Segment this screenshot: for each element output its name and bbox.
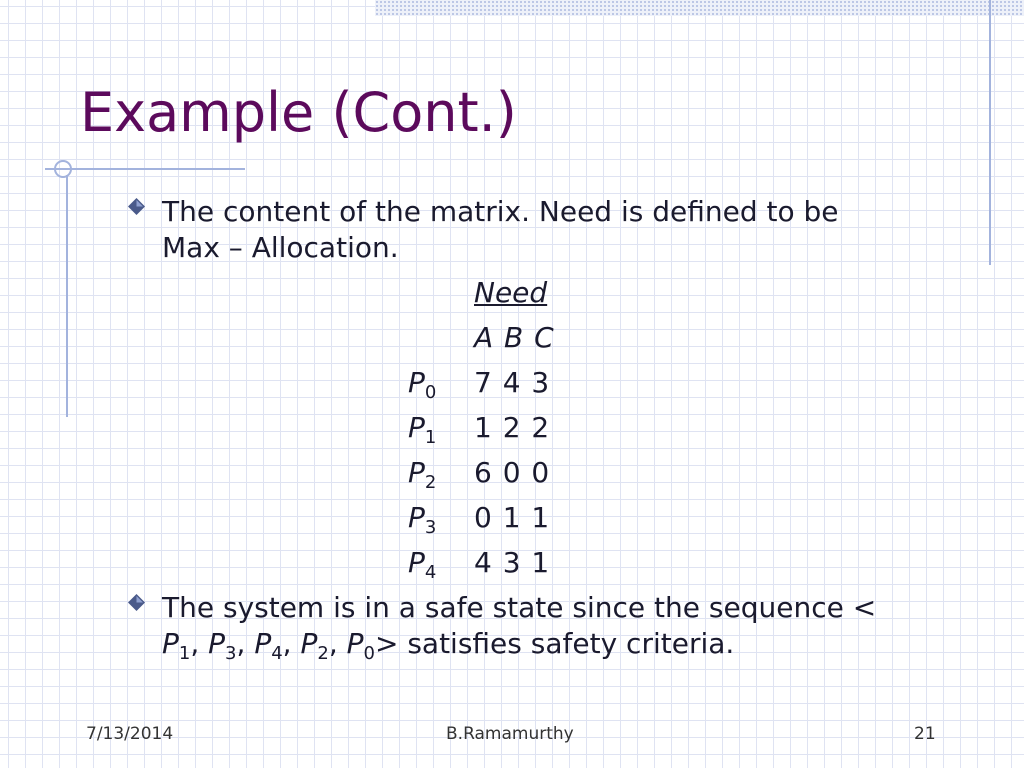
bullet-safe-state [128, 590, 928, 662]
process-label: $P_2$ [408, 456, 437, 493]
decorative-vertical-line-left [66, 175, 68, 417]
process-label: $P_3$ [408, 501, 437, 538]
footer-page-number: 21 [914, 724, 936, 744]
diamond-bullet-icon [128, 594, 145, 611]
bullet-text-line: The content of the matrix. Need is defined to be [162, 195, 839, 228]
process-label: $P_4$ [408, 546, 437, 583]
header-decoration-band [375, 0, 1024, 16]
sequence-process: $P_0$ [346, 627, 375, 664]
sequence-process: $P_1$, [162, 627, 209, 664]
need-values: 7 4 3 [474, 366, 550, 399]
process-label: $P_0$ [408, 366, 437, 403]
slide-title: Example (Cont.) [80, 81, 517, 144]
need-table-title: Need [474, 276, 548, 309]
need-values: 6 0 0 [474, 456, 550, 489]
bullet-need-definition [128, 194, 928, 266]
decorative-circle-icon [54, 160, 72, 178]
need-values: 0 1 1 [474, 501, 550, 534]
safe-sequence [162, 627, 375, 664]
footer-date: 7/13/2014 [86, 724, 174, 744]
footer-author: B.Ramamurthy [446, 724, 574, 744]
bullet-text-line: The system is in a safe state since the sequence < [162, 591, 877, 624]
sequence-process: $P_4$, [254, 627, 301, 664]
need-values: 4 3 1 [474, 546, 550, 579]
title-underline-rule [45, 168, 245, 170]
decorative-vertical-line-right [989, 0, 991, 265]
sequence-process: $P_3$, [208, 627, 255, 664]
need-table-column-headers: A B C [474, 321, 554, 354]
bullet-text-line: Max – Allocation. [162, 231, 399, 264]
sequence-process: $P_2$, [300, 627, 347, 664]
process-label: $P_1$ [408, 411, 437, 448]
bullet-text-tail: > satisfies safety criteria. [374, 627, 735, 660]
need-values: 1 2 2 [474, 411, 550, 444]
diamond-bullet-icon [128, 198, 145, 215]
bullet-text-line [162, 626, 928, 662]
